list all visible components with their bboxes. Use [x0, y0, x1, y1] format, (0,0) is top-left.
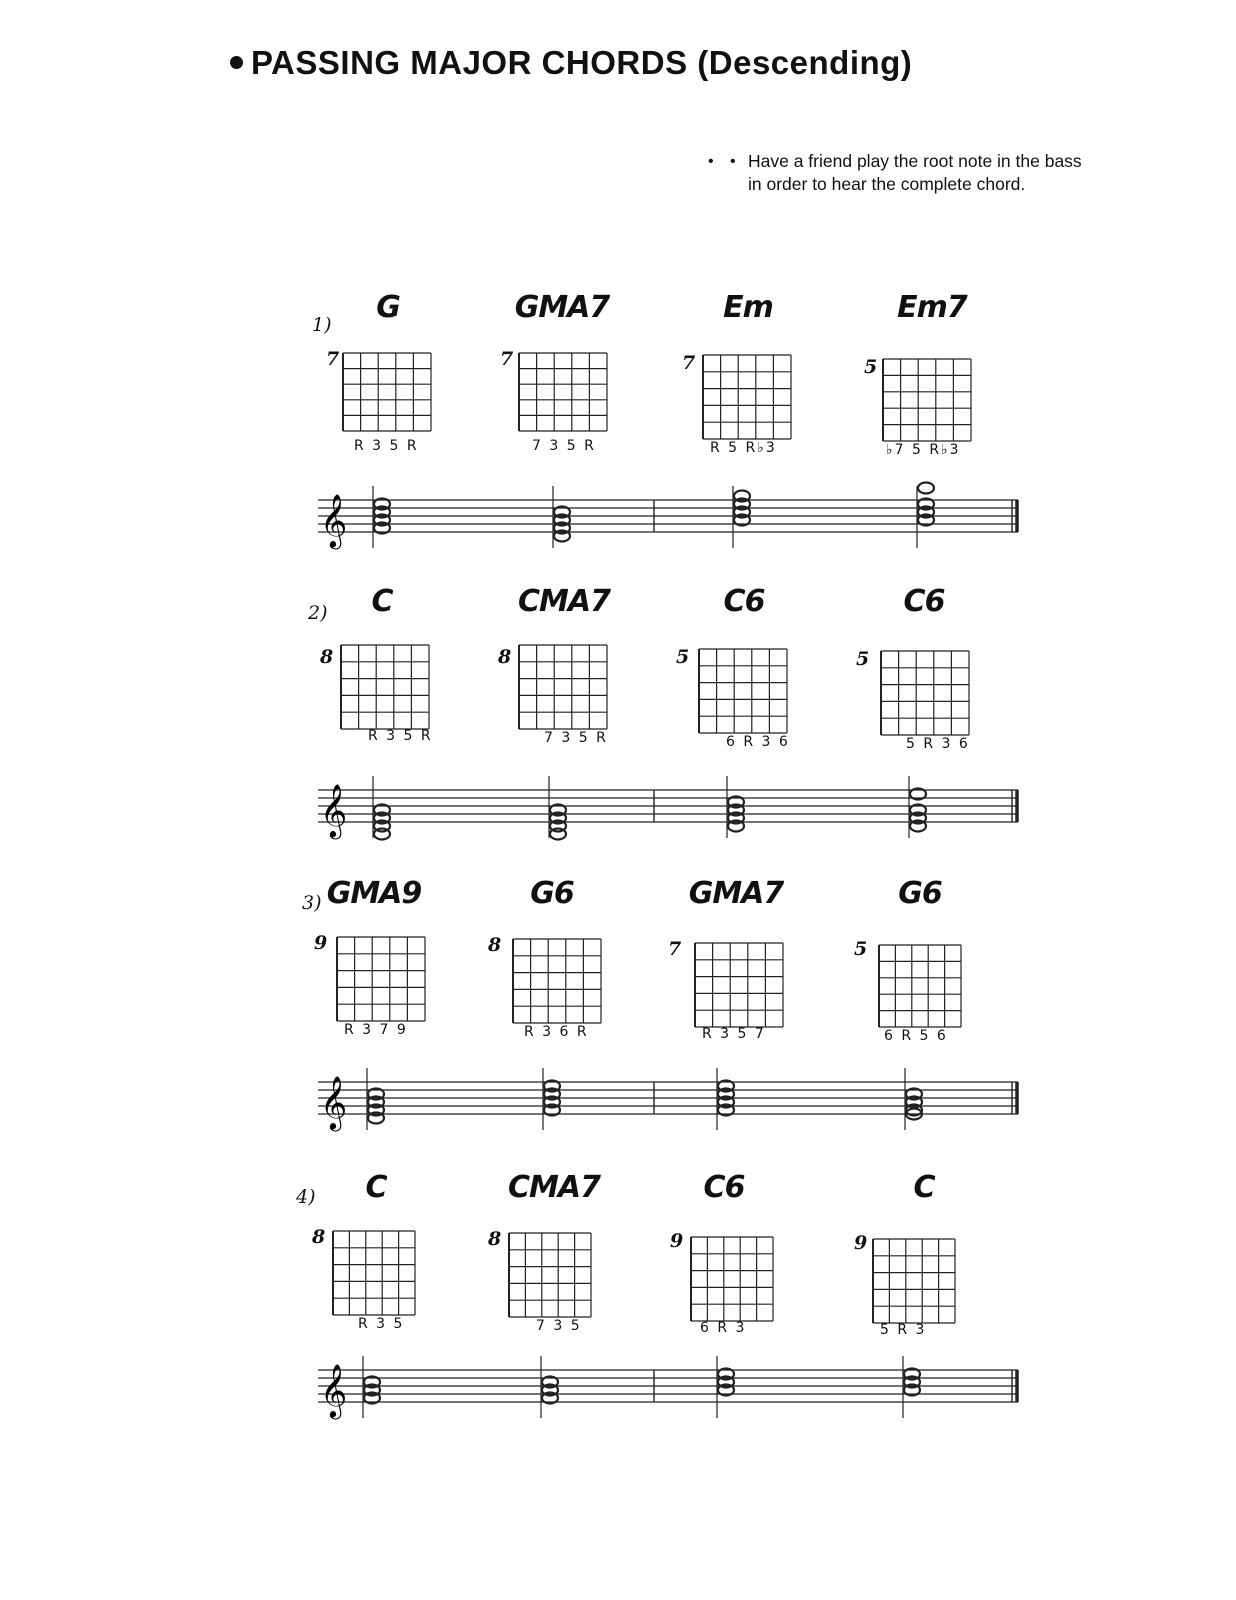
chord-formula: 5 R 3 6	[906, 736, 970, 752]
fret-number: 9	[854, 1232, 868, 1254]
row-number: 4)	[296, 1186, 316, 1208]
treble-clef-icon: 𝄞	[320, 783, 348, 837]
fret-number: 7	[668, 938, 682, 960]
chord-name: G6	[530, 876, 574, 911]
note-text: Have a friend play the root note in the bass in order to hear the complete chord.	[748, 151, 1082, 194]
fret-number: 7	[682, 352, 696, 374]
chord-formula: 6 R 3 6	[726, 734, 790, 750]
chord-formula: R 3 5	[358, 1316, 405, 1332]
fret-number: 9	[670, 1230, 684, 1252]
fret-number: 8	[498, 646, 512, 668]
row-number: 1)	[312, 314, 332, 336]
row-number: 3)	[302, 892, 322, 914]
chord-name: C6	[723, 584, 765, 619]
fret-number: 8	[312, 1226, 326, 1248]
fret-number: 9	[314, 932, 328, 954]
chord-formula: 5 R 3	[880, 1322, 927, 1338]
fret-number: 8	[320, 646, 334, 668]
page-title: PASSING MAJOR CHORDS (Descending)	[230, 44, 1030, 82]
fret-number: 5	[854, 938, 868, 960]
chord-name: CMA7	[518, 584, 610, 619]
fret-number: 5	[856, 648, 870, 670]
chord-formula: R 3 5 R	[368, 728, 433, 744]
chord-name: GMA7	[514, 290, 610, 325]
fret-number: 8	[488, 1228, 502, 1250]
chord-formula: 7 3 5 R	[532, 438, 596, 454]
chord-formula: 6 R 5 6	[884, 1028, 948, 1044]
chord-formula: ♭7 5 R♭3	[886, 442, 961, 458]
chord-name: G6	[898, 876, 942, 911]
chord-name: Em7	[897, 290, 967, 325]
chord-formula: 6 R 3	[700, 1320, 747, 1336]
chord-formula: R 3 6 R	[524, 1024, 589, 1040]
whole-note	[918, 483, 934, 494]
chord-name: G	[376, 290, 400, 325]
treble-clef-icon: 𝄞	[320, 1363, 348, 1417]
chord-name: C6	[903, 584, 945, 619]
fret-number: 7	[326, 348, 340, 370]
chord-name: Em	[723, 290, 773, 325]
fret-number: 7	[500, 348, 514, 370]
chord-name: C6	[703, 1170, 745, 1205]
chord-formula: R 3 5 7	[702, 1026, 766, 1042]
treble-clef-icon: 𝄞	[320, 1075, 348, 1129]
fret-number: 8	[488, 934, 502, 956]
chord-name: C	[371, 584, 393, 619]
chord-name: GMA7	[688, 876, 784, 911]
chord-name: CMA7	[508, 1170, 600, 1205]
treble-clef-icon: 𝄞	[320, 493, 348, 547]
chord-formula: R 3 7 9	[344, 1022, 408, 1038]
row-number: 2)	[308, 602, 328, 624]
fret-number: 5	[676, 646, 690, 668]
chord-name: C	[365, 1170, 387, 1205]
chord-formula: 7 3 5 R	[544, 730, 608, 746]
chord-name: C	[913, 1170, 935, 1205]
chord-formula: R 3 5 R	[354, 438, 419, 454]
fret-number: 5	[864, 356, 878, 378]
chord-name: GMA9	[326, 876, 422, 911]
chord-formula: R 5 R♭3	[710, 440, 777, 456]
note-bullets: • •	[708, 153, 742, 170]
chord-formula: 7 3 5	[536, 1318, 582, 1334]
